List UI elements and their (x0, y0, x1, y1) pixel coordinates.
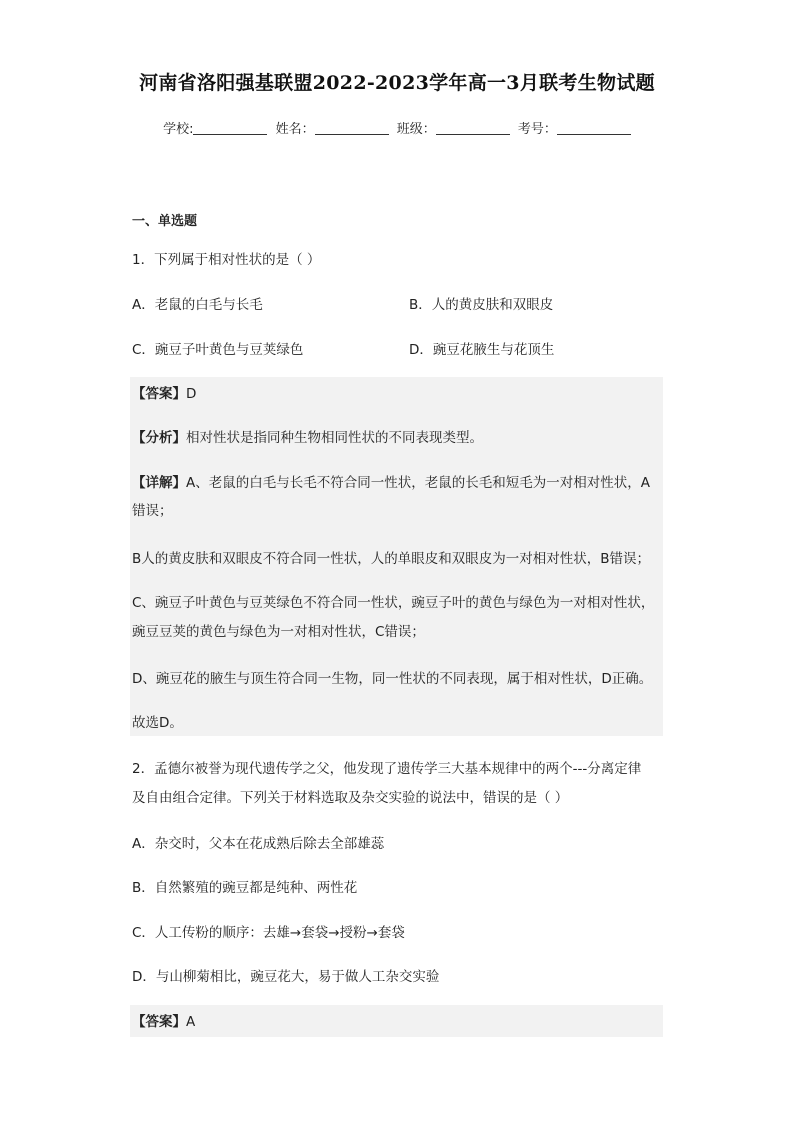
q2-stem-line2: 及自由组合定律。下列关于材料选取及杂交实验的说法中，错误的是（ ） (132, 790, 569, 806)
q1-detail-c-line2: 豌豆豆荚的黄色与绿色为一对相对性状，C错误； (132, 624, 425, 640)
q1-option-c: C．豌豆子叶黄色与豆荚绿色 (132, 342, 304, 358)
exam-number-blank (557, 120, 631, 135)
q2-solution-block (130, 1005, 663, 1037)
q1-answer (132, 385, 196, 403)
q2-option-b: B．自然繁殖的豌豆都是纯种、两性花 (132, 880, 358, 896)
q1-analysis (132, 429, 483, 447)
name-blank (315, 120, 389, 135)
q2-answer (132, 1013, 195, 1031)
document-title: 河南省洛阳强基联盟2022-2023学年高一3月联考生物试题 (139, 72, 655, 94)
school-field (163, 118, 267, 137)
q2-option-a: A．杂交时，父本在花成熟后除去全部雄蕊 (132, 836, 385, 852)
q1-detail-a-line1 (132, 474, 650, 492)
q2-answer-label: 【答案】 (132, 1014, 186, 1030)
name-label: 姓名： (275, 122, 315, 137)
class-label: 班级： (396, 122, 436, 137)
class-field (397, 118, 510, 137)
q1-answer-value: D (186, 386, 197, 402)
q2-answer-value: A (186, 1014, 196, 1030)
q1-option-a: A．老鼠的白毛与长毛 (132, 297, 263, 313)
student-info-line (0, 118, 794, 137)
school-label: 学校: (163, 122, 194, 137)
school-blank (193, 120, 267, 135)
q1-conclusion: 故选D。 (132, 715, 183, 731)
q1-stem: 1．下列属于相对性状的是（ ） (132, 252, 321, 268)
q1-detail-a-line2: 错误； (132, 503, 173, 519)
q2-option-c: C．人工传粉的顺序：去雄→套袋→授粉→套袋 (132, 925, 405, 941)
exam-number-label: 考号： (517, 122, 557, 137)
q1-analysis-label: 【分析】 (132, 430, 186, 446)
q1-detail-a-text: A、老鼠的白毛与长毛不符合同一性状，老鼠的长毛和短毛为一对相对性状，A (186, 475, 650, 491)
exam-number-field (518, 118, 631, 137)
q1-detail-label: 【详解】 (132, 475, 186, 491)
q1-option-d: D．豌豆花腋生与花顶生 (409, 342, 555, 358)
q1-answer-label: 【答案】 (132, 386, 186, 402)
q1-detail-b: B人的黄皮肤和双眼皮不符合同一性状，人的单眼皮和双眼皮为一对相对性状，B错误； (132, 551, 651, 567)
q1-detail-c-line1: C、豌豆子叶黄色与豆荚绿色不符合同一性状，豌豆子叶的黄色与绿色为一对相对性状， (132, 595, 655, 611)
q2-option-d: D．与山柳菊相比，豌豆花大，易于做人工杂交实验 (132, 969, 440, 985)
q1-analysis-text: 相对性状是指同种生物相同性状的不同表现类型。 (186, 430, 483, 446)
q1-option-b: B．人的黄皮肤和双眼皮 (409, 297, 554, 313)
section-title: 一、单选题 (132, 214, 198, 229)
name-field (276, 118, 389, 137)
q1-detail-d: D、豌豆花的腋生与顶生符合同一生物，同一性状的不同表现，属于相对性状，D正确。 (132, 671, 653, 687)
q2-stem-line1: 2．孟德尔被誉为现代遗传学之父，他发现了遗传学三大基本规律中的两个---分离定律 (132, 761, 642, 777)
class-blank (436, 120, 510, 135)
